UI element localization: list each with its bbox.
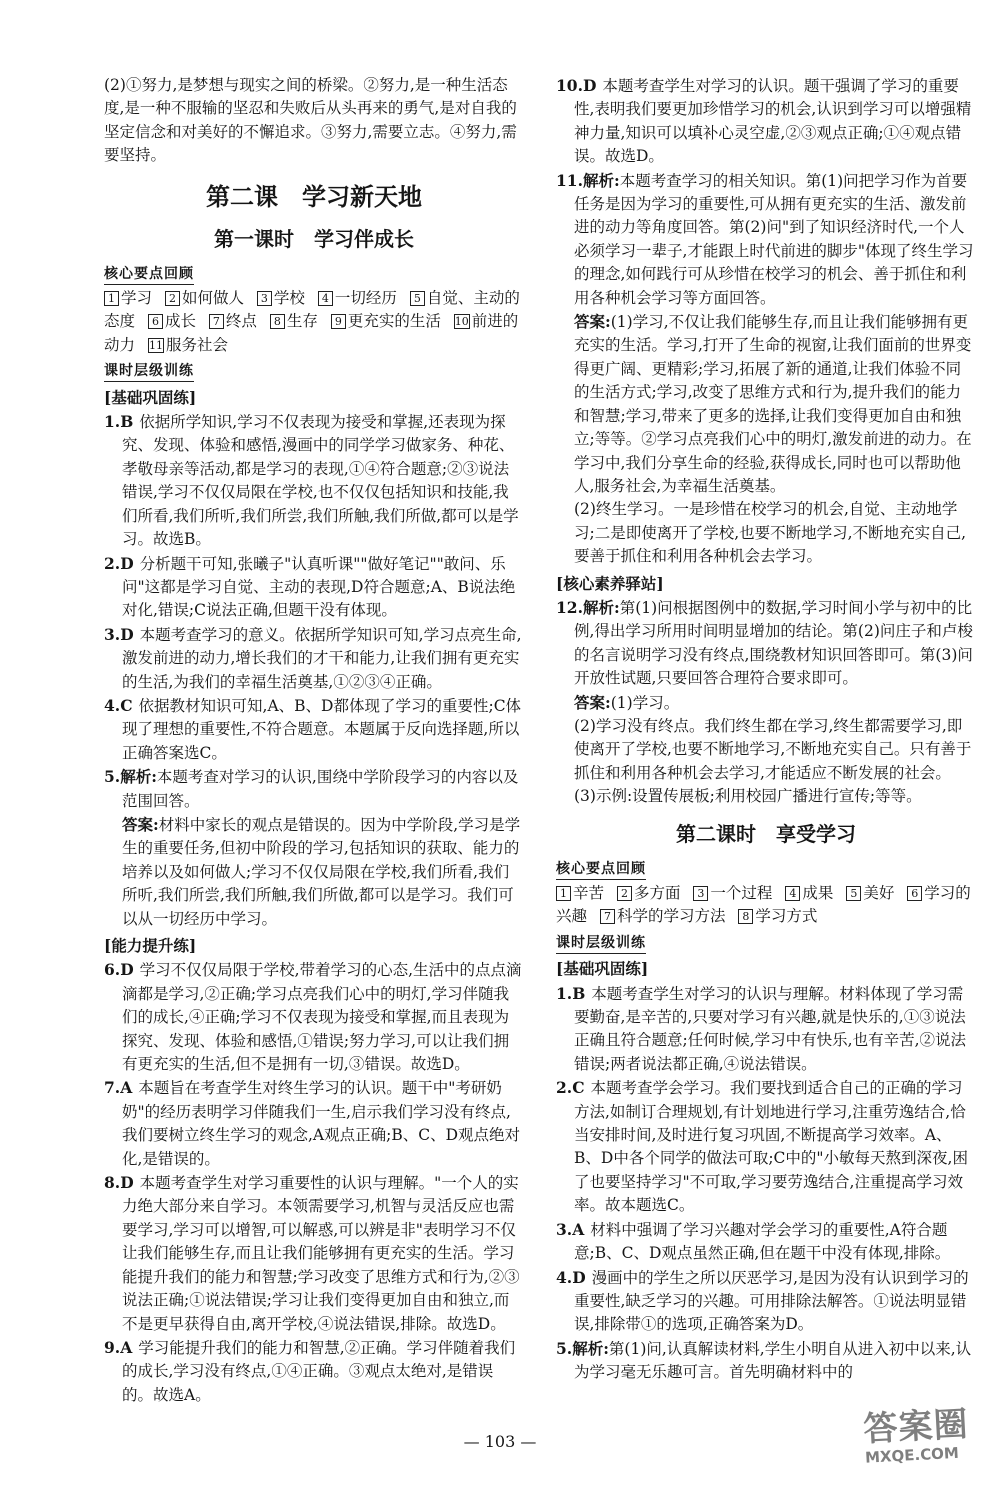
left-column <box>104 74 524 1407</box>
lesson2-question-4: 4.D 漫画中的学生之所以厌恶学习,是因为没有认识到学习的重要性,缺乏学习的兴趣。可用排除法解答。①说法明显错误,排除带①的选项,正确答案为D。 <box>556 1267 969 1334</box>
intro-paragraph: (2)①努力,是梦想与现实之间的桥梁。②努力,是一种生活态度,是一种不服输的坚忍和失败后从头再来的勇气,是对自我的坚定信念和对美好的不懈追求。③努力,需要立志。④努力,需要坚持。 <box>104 76 517 165</box>
key-review-heading-2: 核心要点回顾 <box>556 859 646 880</box>
key-point: 7 终点 <box>209 312 257 330</box>
key-point: 5 自觉、主动的态度 <box>104 289 520 331</box>
lesson2-question-1: 1.B 本题考查学生对学习的认识与理解。材料体现了学习需要勤奋,是辛苦的,只要对学习有兴趣,就是快乐的,①③说法正确且符合题意;任何时候,学习中有快乐,也有辛苦,②说法错误;两者说法都正确,④说法错误。 <box>556 983 967 1073</box>
answer-11-part1: 答案:(1)学习,不仅让我们能够生存,而且让我们能够拥有更充实的生活。学习,打开了生命的视窗,让我们面前的世界变得更广阔、更精彩;学习,拓展了新的通道,让我们体验不同的生活方式;学习,改变了思维方式和行为,提升我们的能力和智慧;学习,带来了更多的选择,让我们变得更加自由和独立;等等。②学习点亮我们心中的明灯,激发前进的动力。在学习中,我们分享生命的经验,获得成长,同时也可以帮助他人,服务社会,为幸福生活奠基。 <box>574 312 972 495</box>
question-9: 9.A 学习能提升我们的能力和智慧,②正确。学习伴随着我们的成长,学习没有终点,①④正确。③观点太绝对,是错误的。故选A。 <box>104 1337 516 1404</box>
question-12: 12.解析:第(1)问根据图例中的数据,学习时间小学与初中的比例,得出学习所用时间明显增加的结论。第(2)问庄子和卢梭的名言说明学习没有终点,围绕教材知识回答即可。第(3)问开放性试题,只要回答合理符合要求即可。 <box>556 597 973 688</box>
key-points-list <box>104 287 524 357</box>
answer-11-part2: (2)终生学习。一是珍惜在校学习的机会,自觉、主动地学习;二是即使离开了学校,也要不断地学习,不断地充实自己,要善于抓住和利用各种机会去学习。 <box>574 500 967 566</box>
key-point: 7 科学的学习方法 <box>600 907 726 925</box>
question-4: 4.C 依据教材知识可知,A、B、D都体现了学习的重要性;C体现了理想的重要性,不符合题意。本题属于反向选择题,所以正确答案选C。 <box>104 695 522 762</box>
question-7: 7.A 本题旨在考查学生对终生学习的认识。题干中"考研奶奶"的经历表明学习伴随我们一生,启示我们学习没有终点,我们要树立终生学习的观念,A观点正确;B、C、D观点绝对化,是错误的。 <box>104 1078 521 1168</box>
key-point: 3 一个过程 <box>693 884 772 902</box>
page-number: — 103 — <box>463 1432 537 1451</box>
question-3: 3.D 本题考查学习的意义。依据所学知识可知,学习点亮生命,激发前进的动力,增长我们的才干和能力,让我们拥有更充实的生活,为我们的幸福生活奠基,①②③④正确。 <box>104 624 522 691</box>
question-10: 10.D 本题考查学生对学习的认识。题干强调了学习的重要性,表明我们要更加珍惜学习的机会,认识到学习可以增强精神力量,知识可以填补心灵空虚,②③观点正确;①④观点错误。故选D。 <box>556 76 972 166</box>
key-point: 9 更充实的生活 <box>331 312 441 330</box>
lesson2-question-2: 2.C 本题考查学会学习。我们要找到适合自己的正确的学习方法,如制订合理规划,有计划地进行学习,注重劳逸结合,恰当安排时间,及时进行复习巩固,不断提高学习效率。A、B、D中各个同学的做法可取;C中的"小敏每天熬到深夜,困了也要坚持学习"不可取,学习要劳逸结合,注重提高学习效率。故本题选C。 <box>556 1078 968 1215</box>
key-point: 4 成果 <box>785 884 833 902</box>
core-literacy-heading: [核心素养驿站] <box>556 573 664 593</box>
question-8: 8.D 本题考查学生对学习重要性的认识与理解。"一个人的实力绝大部分来自学习。本领需要学习,机智与灵活反应也需要学习,学习可以增智,可以解惑,可以辨是非"表明学习不仅让我们能够生存,而且让我们能够拥有更充实的生活。学习能提升我们的能力和智慧;学习改变了思维方式和行为,②③说法正确;①说法错误;学习让我们变得更加自由和独立,而不是更早获得自由,离开学校,④说法错误,排除。故选D。 <box>104 1173 520 1333</box>
answer-12-part1: 答案:(1)学习。 <box>574 692 680 712</box>
section-title: 第一课时 学习伴成长 <box>214 226 414 251</box>
answer-5: 答案:材料中家长的观点是错误的。因为中学阶段,学习是学生的重要任务,但初中阶段的学习,包括知识的获取、能力的培养以及如何做人;学习不仅仅局限在学校,我们所看,我们所听,我们所尝,我们所触,我们所做,都可以是学习。我们可以从一切经历中学习。 <box>122 814 521 928</box>
key-point: 1 学习 <box>104 289 152 307</box>
key-review-heading: 核心要点回顾 <box>104 264 194 285</box>
right-column <box>556 74 976 1385</box>
section2-title: 第二课时 享受学习 <box>676 821 856 846</box>
key-point: 6 成长 <box>148 312 196 330</box>
lesson2-question-5: 5.解析:第(1)问,认真解读材料,学生小明自从进入初中以来,认为学习毫无乐趣可言。首先明确材料中的 <box>556 1338 972 1382</box>
watermark-logo-text: 答案圈 <box>862 1404 970 1450</box>
key-point: 8 学习方式 <box>738 907 817 925</box>
key-point: 5 美好 <box>846 884 894 902</box>
key-point: 2 多方面 <box>617 884 681 902</box>
basic-practice-heading-2: [基础巩固练] <box>556 959 649 979</box>
training-heading: 课时层级训练 <box>104 361 194 382</box>
ability-practice-heading: [能力提升练] <box>104 936 197 955</box>
training-heading-2: 课时层级训练 <box>556 933 646 954</box>
question-1: 1.B 依据所学知识,学习不仅表现为接受和掌握,还表现为探究、发现、体验和感悟,漫画中的同学学习做家务、种花、孝敬母亲等活动,都是学习的表现,①④符合题意;②③说法错误,学习不仅仅局限在学校,也不仅仅包括知识和技能,我们所看,我们所听,我们所尝,我们所触,我们所做,都可以是学习。故选B。 <box>104 412 519 549</box>
answer-12-part3: (3)示例:设置传展板;利用校园广播进行宣传;等等。 <box>574 787 922 806</box>
key-point: 4 一切经历 <box>318 289 397 307</box>
key-point: 10 前进的动力 <box>104 312 519 354</box>
key-points-list-2 <box>556 882 976 929</box>
key-point: 6 学习的兴趣 <box>556 884 971 926</box>
question-2: 2.D 分析题干可知,张曦子"认真听课""做好笔记""敢问、乐问"这都是学习自觉、主动的表现,D符合题意;A、B说法绝对化,错误;C说法正确,但题干没有体现。 <box>104 553 516 620</box>
watermark-url: MXQE.COM <box>864 1443 960 1467</box>
watermark-logo <box>863 1405 971 1466</box>
question-11: 11.解析:本题考查学习的相关知识。第(1)问把学习作为首要任务是因为学习的重要性,可从拥有更充实的生活、激发前进的动力等角度回答。第(2)问"到了知识经济时代,一个人必须学习一辈子,才能跟上时代前进的脚步"体现了终生学习的理念,如何践行可从珍惜在校学习的机会、善于抓住和利用各种机会学习等方面回答。 <box>556 170 974 307</box>
key-point: 8 生存 <box>270 312 318 330</box>
key-point: 2 如何做人 <box>165 289 244 307</box>
lesson2-question-3: 3.A 材料中强调了学习兴趣对学会学习的重要性,A符合题意;B、C、D观点虽然正确,但在题干中没有体现,排除。 <box>556 1219 951 1263</box>
question-5: 5.解析:本题考查对学习的认识,围绕中学阶段学习的内容以及范围回答。 <box>104 767 519 810</box>
key-point: 1 辛苦 <box>556 884 604 902</box>
question-6: 6.D 学习不仅仅局限于学校,带着学习的心态,生活中的点点滴滴都是学习,②正确;学习点亮我们心中的明灯,学习伴随我们的成长,④正确;学习不仅表现为接受和掌握,而且表现为探究、发现、体验和感悟,①错误;努力学习,可以让我们拥有更充实的生活,但不是拥有一切,③错误。故选D。 <box>104 960 522 1074</box>
key-point: 11 服务社会 <box>148 335 228 354</box>
key-point: 3 学校 <box>257 289 305 307</box>
answer-12-part2: (2)学习没有终点。我们终生都在学习,终生都需要学习,即使离开了学校,也要不断地学习,不断地充实自己。只有善于抓住和利用各种机会去学习,才能适应不断发展的社会。 <box>574 716 972 782</box>
lesson-title: 第二课 学习新天地 <box>206 181 422 211</box>
basic-practice-heading: [基础巩固练] <box>104 387 197 407</box>
